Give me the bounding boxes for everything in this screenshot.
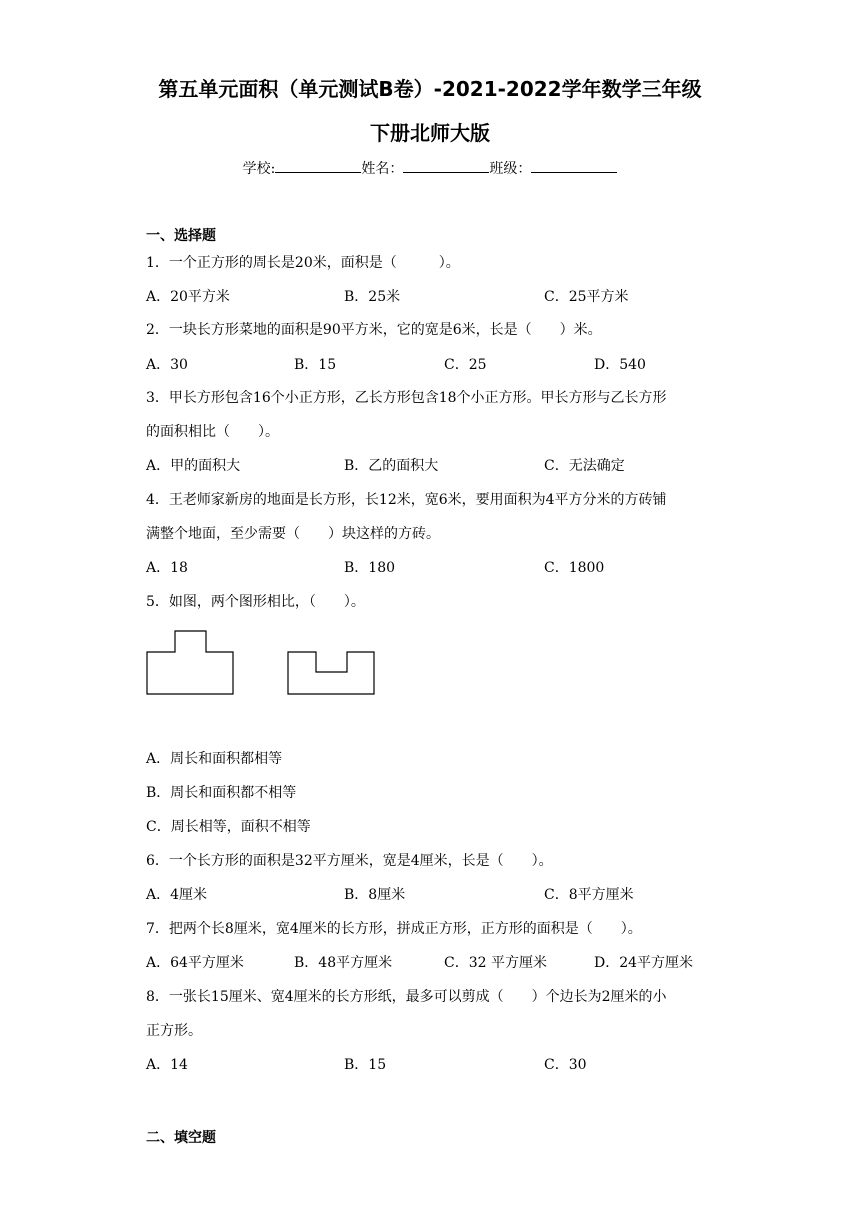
q2-option-b: B．15 [294, 357, 337, 373]
school-blank [275, 158, 361, 173]
shape-with-bump [147, 631, 233, 694]
q6-option-b: B．8厘米 [344, 887, 406, 903]
q7-option-d: D．24平方厘米 [594, 955, 694, 971]
name-blank [403, 158, 489, 173]
name-label: 姓名： [361, 161, 404, 177]
q5-figure [140, 622, 390, 702]
q8-option-a: A．14 [146, 1057, 188, 1073]
question-4-line-1: 4．王老师家新房的地面是长方形，长12米，宽6米，要用面积为4平方分米的方砖铺 [146, 492, 667, 508]
shape-with-notch [288, 652, 374, 694]
page-title: 第五单元面积（单元测试B卷）-2021-2022学年数学三年级 [158, 77, 702, 101]
question-3-line-2: 的面积相比（ ）。 [146, 424, 279, 440]
question-6: 6．一个长方形的面积是32平方厘米，宽是4厘米，长是（ ）。 [146, 853, 553, 869]
q2-option-c: C．25 [444, 357, 487, 373]
q1-option-b: B．25米 [344, 289, 401, 305]
q1-option-a: A．20平方米 [146, 289, 230, 305]
q8-option-b: B．15 [344, 1057, 387, 1073]
question-8-line-1: 8．一张长15厘米、宽4厘米的长方形纸，最多可以剪成（ ）个边长为2厘米的小 [146, 989, 667, 1005]
section-fill-heading: 二、填空题 [146, 1130, 216, 1146]
q5-option-c: C．周长相等，面积不相等 [146, 819, 311, 835]
q3-option-c: C．无法确定 [544, 458, 625, 474]
page-subtitle: 下册北师大版 [370, 121, 490, 145]
q6-option-a: A．4厘米 [146, 887, 208, 903]
student-info [0, 158, 860, 179]
question-7: 7．把两个长8厘米，宽4厘米的长方形，拼成正方形，正方形的面积是（ ）。 [146, 921, 642, 937]
q8-option-c: C．30 [544, 1057, 587, 1073]
question-3-line-1: 3．甲长方形包含16个小正方形，乙长方形包含18个小正方形。甲长方形与乙长方形 [146, 390, 667, 406]
q7-option-c: C．32 平方厘米 [444, 955, 547, 971]
question-4-line-2: 满整个地面，至少需要（ ）块这样的方砖。 [146, 526, 440, 542]
question-8-line-2: 正方形。 [146, 1023, 202, 1039]
section-choice-heading: 一、选择题 [146, 228, 216, 244]
question-1: 1．一个正方形的周长是20米，面积是（ ）。 [146, 255, 460, 271]
q3-option-a: A．甲的面积大 [146, 458, 241, 474]
q5-option-a: A．周长和面积都相等 [146, 751, 283, 767]
q5-option-b: B．周长和面积都不相等 [146, 785, 297, 801]
q2-option-d: D．540 [594, 357, 646, 373]
q4-option-a: A．18 [146, 560, 188, 576]
q4-option-b: B．180 [344, 560, 396, 576]
school-label: 学校: [242, 161, 276, 177]
question-2: 2．一块长方形菜地的面积是90平方米，它的宽是6米，长是（ ）米。 [146, 322, 602, 338]
q4-option-c: C．1800 [544, 560, 605, 576]
q7-option-b: B．48平方厘米 [294, 955, 393, 971]
q3-option-b: B．乙的面积大 [344, 458, 439, 474]
q6-option-c: C．8平方厘米 [544, 887, 634, 903]
class-blank [531, 158, 617, 173]
class-label: 班级： [489, 161, 532, 177]
q1-option-c: C．25平方米 [544, 289, 629, 305]
q7-option-a: A．64平方厘米 [146, 955, 244, 971]
q2-option-a: A．30 [146, 357, 188, 373]
question-5: 5．如图，两个图形相比，（ ）。 [146, 594, 365, 610]
